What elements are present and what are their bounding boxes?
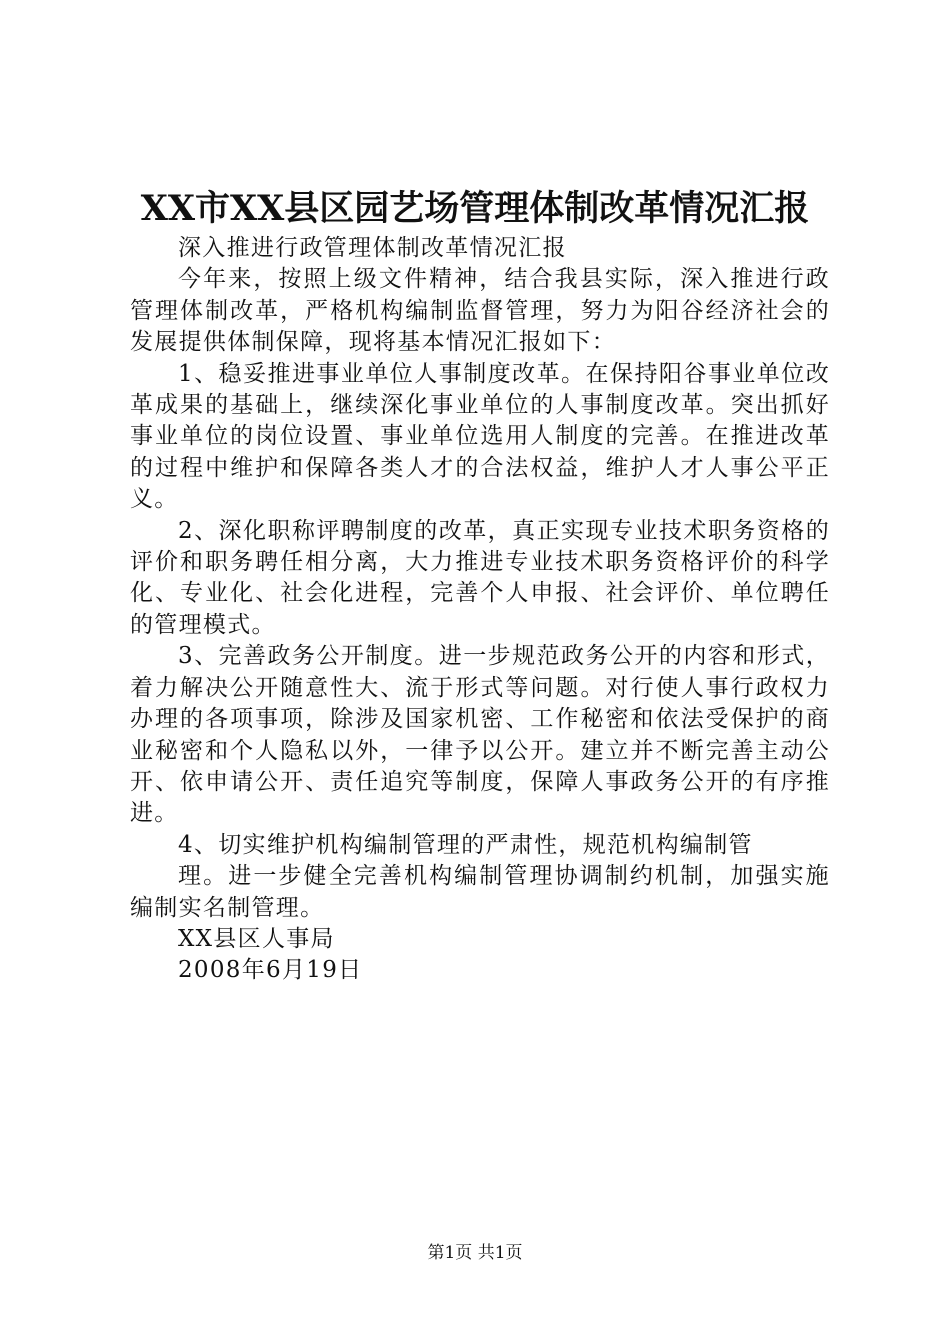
paragraph-item-3: 3、完善政务公开制度。进一步规范政务公开的内容和形式，着力解决公开随意性大、流于形式等问题。对行使人事行政权力办理的各项事项，除涉及国家机密、工作秘密和依法受保护的商业秘密和个人隐私以外，一律予以公开。建立并不断完善主动公开、依申请公开、责任追究等制度，保障人事政务公开的有序推进。: [130, 643, 830, 827]
subtitle: 深入推进行政管理体制改革情况汇报: [178, 235, 567, 261]
page-footer: 第1页 共1页: [427, 1243, 523, 1263]
paragraph-item-1: 1、稳妥推进事业单位人事制度改革。在保持阳谷事业单位改革成果的基础上，继续深化事业单位的人事制度改革。突出抓好事业单位的岗位设置、事业单位选用人制度的完善。在推进改革的过程中维护和保障各类人才的合法权益，维护人才人事公平正义。: [130, 360, 830, 513]
signature: XX县区人事局: [178, 925, 335, 952]
date: 2008年6月19日: [178, 957, 363, 984]
document-body: [130, 233, 830, 987]
document-title: XX市XX县区园艺场管理体制改革情况汇报: [140, 188, 810, 229]
paragraph-item-2: 2、深化职称评聘制度的改革，真正实现专业技术职务资格的评价和职务聘任相分离，大力推进专业技术职务资格评价的科学化、专业化、社会化进程，完善个人申报、社会评价、单位聘任的管理模式。: [130, 517, 830, 638]
paragraph-item-4-continued: 理。进一步健全完善机构编制管理协调制约机制，加强实施编制实名制管理。: [130, 863, 830, 921]
paragraph-item-4: 4、切实维护机构编制管理的严肃性，规范机构编制管: [178, 831, 753, 858]
paragraph-intro: 今年来，按照上级文件精神，结合我县实际，深入推进行政管理体制改革，严格机构编制监督管理，努力为阳谷经济社会的发展提供体制保障，现将基本情况汇报如下：: [130, 266, 830, 356]
